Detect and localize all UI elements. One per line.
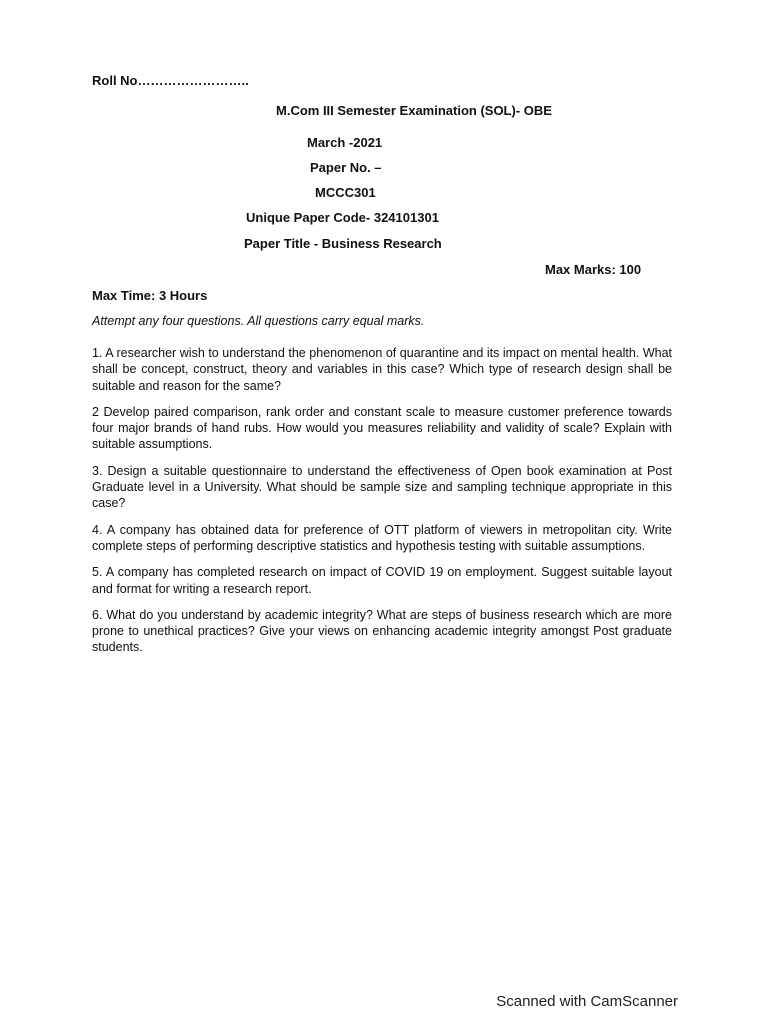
roll-number-line: Roll No……………………..	[92, 73, 249, 88]
question-item	[92, 607, 672, 656]
max-time: Max Time: 3 Hours	[92, 288, 208, 303]
paper-number: Paper No. –	[310, 160, 382, 175]
question-item	[92, 404, 672, 453]
question-text: 6. What do you understand by academic integrity? What are steps of business research which are more prone to unethical practices? Give your views on enhancing academic integrity amongst Post graduate students.	[92, 607, 672, 655]
paper-title: Paper Title - Business Research	[244, 236, 442, 251]
question-item	[92, 345, 672, 394]
question-item	[92, 522, 672, 555]
question-text: 1. A researcher wish to understand the phenomenon of quarantine and its impact on mental health. What shall be concept, construct, theory and variables in this case? Which type of research design shall be suitable and reason for the same?	[92, 346, 672, 393]
question-list	[92, 345, 672, 666]
scanner-watermark: Scanned with CamScanner	[496, 993, 678, 1010]
exam-instruction: Attempt any four questions. All questions carry equal marks.	[92, 314, 425, 328]
question-text: 5. A company has completed research on impact of COVID 19 on employment. Suggest suitable layout and format for writing a research report.	[92, 565, 672, 596]
question-item	[92, 564, 672, 597]
unique-paper-code: Unique Paper Code- 324101301	[246, 210, 439, 225]
question-text: 3. Design a suitable questionnaire to understand the effectiveness of Open book examination at Post Graduate level in a University. What should be sample size and sampling technique appropriate in this case?	[92, 463, 672, 511]
max-marks: Max Marks: 100	[545, 262, 642, 277]
question-text: 4. A company has obtained data for preference of OTT platform of viewers in metropolitan city. Write complete steps of performing descriptive statistics and hypothesis testing with suitable assumptions.	[92, 522, 672, 553]
question-item	[92, 463, 672, 512]
paper-code: MCCC301	[315, 185, 376, 200]
exam-date: March -2021	[307, 135, 383, 150]
exam-title: M.Com III Semester Examination (SOL)- OBE	[276, 103, 552, 118]
question-text: 2 Develop paired comparison, rank order and constant scale to measure customer preference towards four major brands of hand rubs. How would you measures reliability and validity of scale? Explain with suitable assumptions.	[92, 404, 672, 452]
